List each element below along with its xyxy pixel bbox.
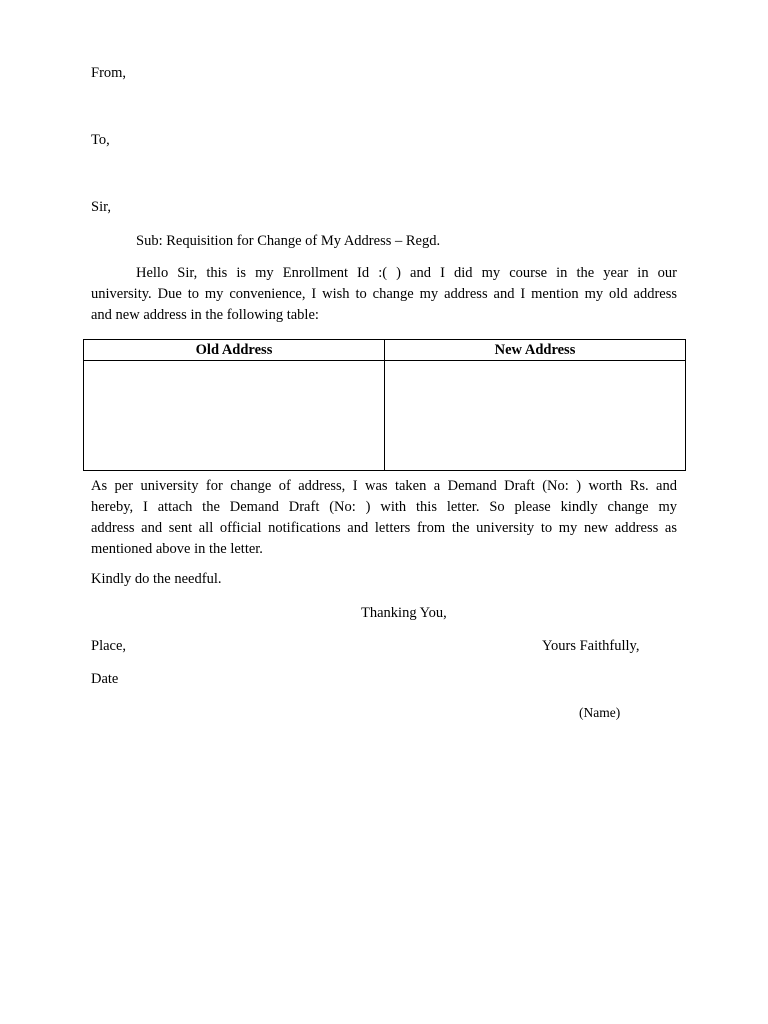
body-line: address and sent all official notifications and letters from the university to my new address as	[91, 520, 677, 536]
closing-line: Yours Faithfully,	[542, 638, 640, 654]
body-line: university. Due to my convenience, I wish to change my address and I mention my old address	[91, 286, 677, 302]
body-line: mentioned above in the letter.	[91, 541, 263, 557]
place-label: Place,	[91, 638, 127, 654]
signature-name: (Name)	[579, 705, 621, 720]
old-address-cell	[84, 361, 385, 471]
from-label: From,	[91, 65, 127, 81]
address-table	[83, 339, 686, 471]
salutation: Sir,	[91, 199, 111, 215]
new-address-cell	[385, 361, 686, 471]
table-header-row	[84, 340, 686, 361]
body-line: hereby, I attach the Demand Draft (No: ) with this letter. So please kindly change my	[91, 499, 677, 515]
body-line: As per university for change of address, I was taken a Demand Draft (No: ) worth Rs. and	[91, 478, 677, 494]
thanking-line: Thanking You,	[361, 605, 447, 621]
date-label: Date	[91, 671, 119, 687]
needful-line: Kindly do the needful.	[91, 571, 222, 587]
to-label: To,	[91, 132, 110, 148]
subject-line: Sub: Requisition for Change of My Address – Regd.	[136, 233, 441, 249]
new-address-header: New Address	[385, 340, 686, 361]
body-paragraph-2	[91, 476, 677, 560]
body-line: and new address in the following table:	[91, 307, 319, 323]
body-paragraph-1	[91, 263, 677, 326]
body-line: Hello Sir, this is my Enrollment Id :( ) and I did my course in the year in our	[136, 265, 677, 281]
old-address-header: Old Address	[84, 340, 385, 361]
table-row	[84, 361, 686, 471]
